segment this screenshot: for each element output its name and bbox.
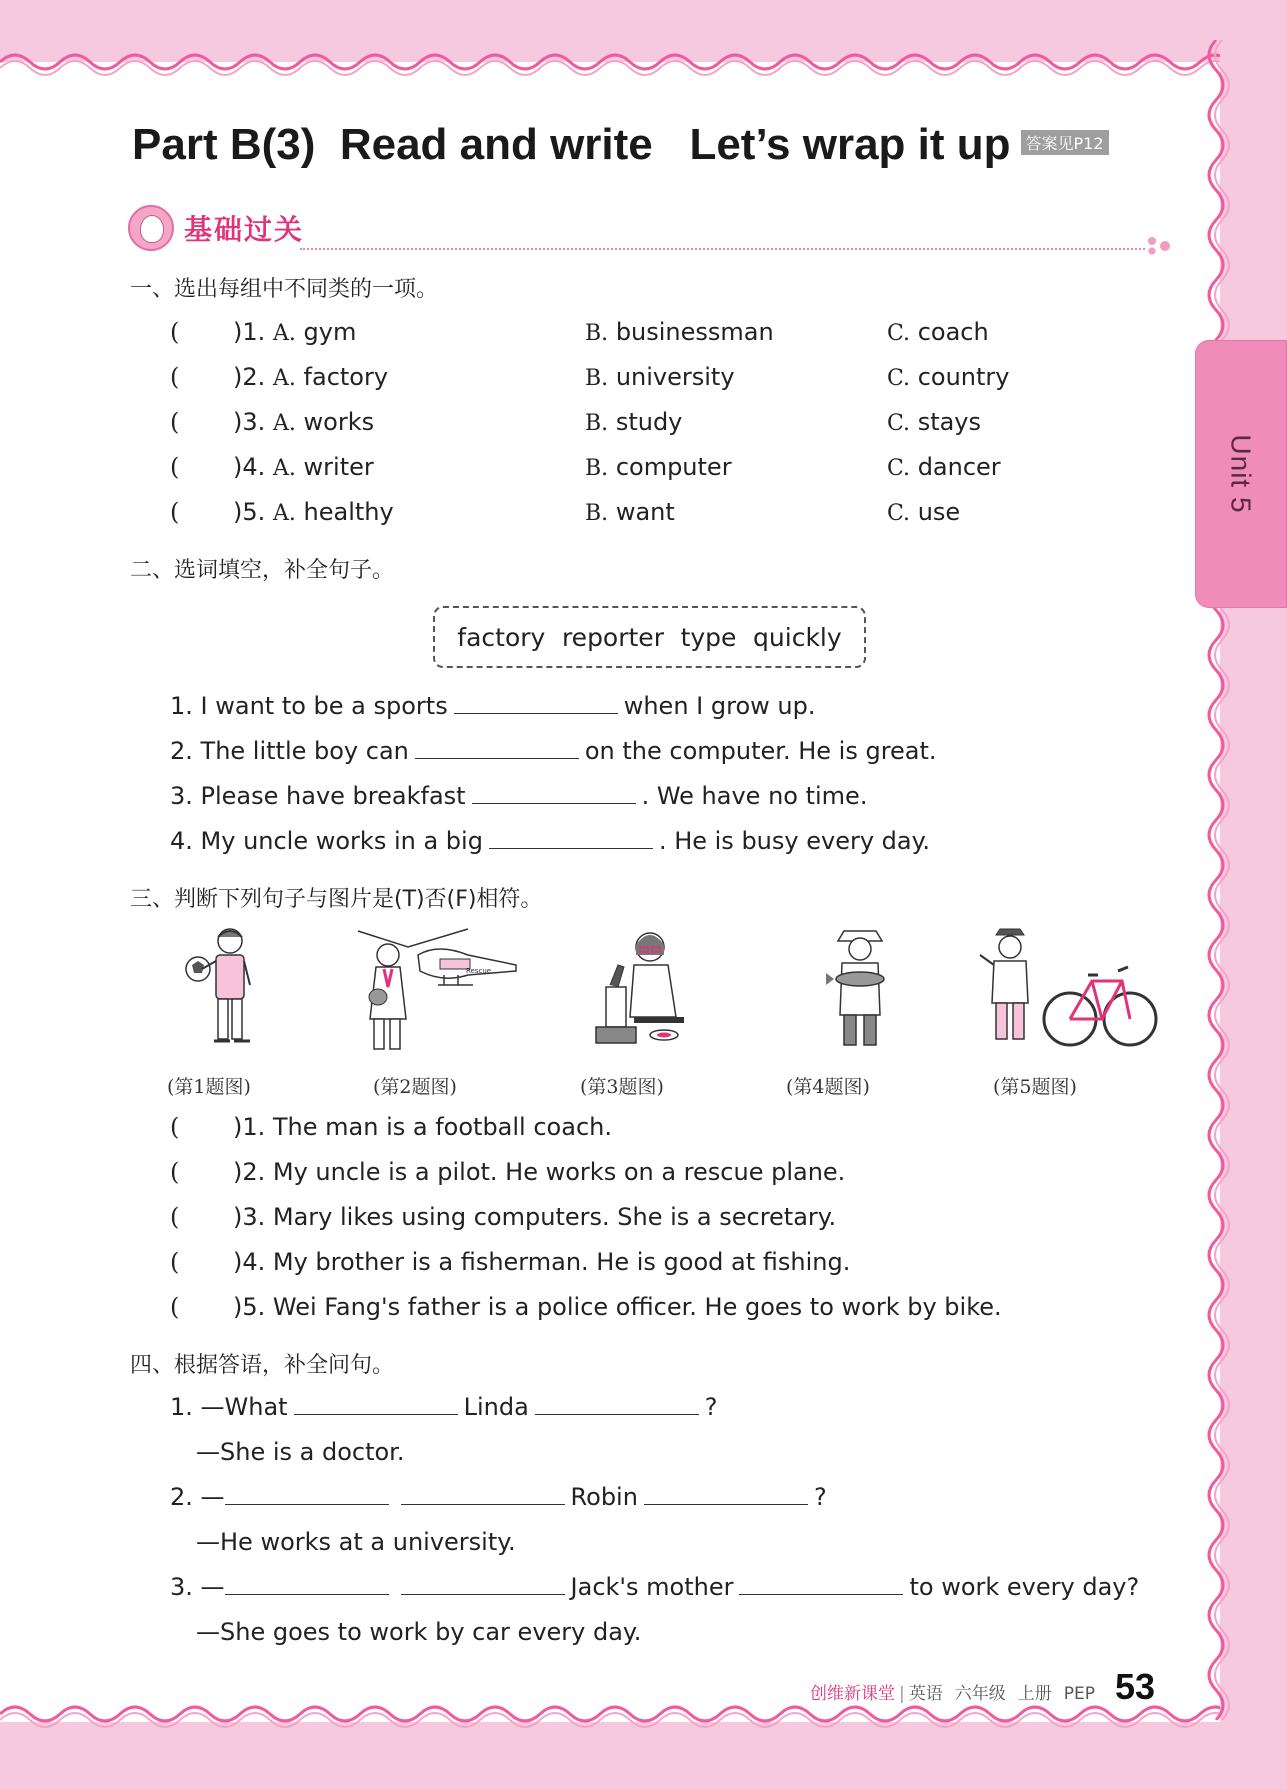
q1-option-c bbox=[887, 318, 989, 346]
section-badge-text: 基础过关 bbox=[184, 213, 305, 246]
question-start: 3. — bbox=[170, 1573, 225, 1601]
q1-number: )2. bbox=[233, 363, 266, 391]
sentence-start: 3. Please have breakfast bbox=[170, 782, 466, 810]
q3-heading: 三、判断下列句子与图片是(T)否(F)相符。 bbox=[130, 887, 543, 912]
football-coach-illustration bbox=[178, 925, 268, 1055]
question-start: 1. —What bbox=[170, 1393, 288, 1421]
q2-sentence bbox=[170, 737, 937, 765]
q1-option-c bbox=[887, 363, 1009, 391]
question-middle: Jack's mother bbox=[570, 1573, 734, 1601]
option-c-text: country bbox=[917, 363, 1010, 391]
option-a-text: works bbox=[303, 408, 375, 436]
answer-reference: 答案见P12 bbox=[1021, 130, 1109, 155]
fill-blank[interactable] bbox=[472, 784, 636, 804]
scientist-microscope-illustration bbox=[590, 925, 690, 1055]
q3-statement: )3. Mary likes using computers. She is a secretary. bbox=[233, 1203, 837, 1231]
title-row bbox=[132, 120, 1109, 180]
option-letter-a: A. bbox=[273, 366, 296, 391]
pilot-rescue-plane-illustration bbox=[348, 925, 523, 1055]
fill-blank[interactable] bbox=[644, 1485, 808, 1505]
option-c-text: use bbox=[917, 498, 961, 526]
question-end: ? bbox=[813, 1483, 827, 1511]
option-letter-c: C. bbox=[887, 321, 911, 346]
option-letter-b: B. bbox=[585, 366, 609, 391]
fill-blank[interactable] bbox=[225, 1485, 389, 1505]
option-letter-a: A. bbox=[273, 456, 296, 481]
option-letter-c: C. bbox=[887, 456, 911, 481]
q1-option-b bbox=[585, 498, 675, 526]
q1-option-a bbox=[273, 498, 394, 526]
option-a-text: gym bbox=[303, 318, 357, 346]
police-officer-bike-illustration bbox=[970, 925, 1160, 1055]
answer-paren[interactable]: ( bbox=[170, 318, 180, 346]
q3-statement: )1. The man is a football coach. bbox=[233, 1113, 612, 1141]
option-b-text: want bbox=[615, 498, 675, 526]
page-number: 53 bbox=[1114, 1666, 1156, 1707]
q1-number: )1. bbox=[233, 318, 266, 346]
q1-option-a bbox=[273, 453, 374, 481]
q1-option-a bbox=[273, 408, 374, 436]
q3-statement: )2. My uncle is a pilot. He works on a rescue plane. bbox=[233, 1158, 846, 1186]
sentence-end: when I grow up. bbox=[623, 692, 816, 720]
q1-number: )3. bbox=[233, 408, 266, 436]
answer-paren[interactable]: ( bbox=[170, 453, 180, 481]
q3-statement: )4. My brother is a fisherman. He is good at fishing. bbox=[233, 1248, 851, 1276]
page-title: Part B(3) Read and write Let’s wrap it up bbox=[132, 120, 1011, 169]
question-middle: Linda bbox=[463, 1393, 529, 1421]
fill-blank[interactable] bbox=[415, 739, 579, 759]
option-b-text: university bbox=[615, 363, 735, 391]
picture-caption: (第4题图) bbox=[786, 1076, 870, 1098]
q2-sentence bbox=[170, 782, 867, 810]
girl-avatar-icon bbox=[128, 205, 174, 251]
question-end: to work every day? bbox=[909, 1573, 1140, 1601]
footer-brand: 创维新课堂 bbox=[810, 1684, 895, 1704]
option-b-text: study bbox=[615, 408, 683, 436]
option-letter-a: A. bbox=[273, 501, 296, 526]
sentence-start: 4. My uncle works in a big bbox=[170, 827, 483, 855]
footer-subject: 英语 bbox=[908, 1684, 943, 1704]
fill-blank[interactable] bbox=[535, 1395, 699, 1415]
fill-blank[interactable] bbox=[225, 1575, 389, 1595]
picture-caption: (第3题图) bbox=[580, 1076, 664, 1098]
question-start: 2. — bbox=[170, 1483, 225, 1511]
q2-sentence bbox=[170, 827, 930, 855]
option-letter-c: C. bbox=[887, 366, 911, 391]
question-middle: Robin bbox=[570, 1483, 638, 1511]
word-bank-item: reporter bbox=[561, 622, 664, 652]
sentence-start: 2. The little boy can bbox=[170, 737, 409, 765]
q2-sentence bbox=[170, 692, 815, 720]
option-letter-a: A. bbox=[273, 321, 296, 346]
answer-paren[interactable]: ( bbox=[170, 1203, 180, 1231]
q4-question bbox=[170, 1393, 718, 1421]
word-bank-item: factory bbox=[457, 622, 546, 652]
option-b-text: computer bbox=[615, 453, 732, 481]
q1-option-c bbox=[887, 498, 960, 526]
option-letter-c: C. bbox=[887, 501, 911, 526]
fill-blank[interactable] bbox=[739, 1575, 903, 1595]
q4-answer: —He works at a university. bbox=[196, 1528, 516, 1556]
word-bank-item: quickly bbox=[753, 622, 842, 652]
q1-option-c bbox=[887, 453, 1001, 481]
option-letter-c: C. bbox=[887, 411, 911, 436]
fill-blank[interactable] bbox=[401, 1575, 565, 1595]
footer-separator: | bbox=[899, 1684, 905, 1704]
q3-statement: )5. Wei Fang's father is a police officer. He goes to work by bike. bbox=[233, 1293, 1002, 1321]
option-letter-a: A. bbox=[273, 411, 296, 436]
footer-edition: PEP bbox=[1063, 1684, 1095, 1704]
picture-caption: (第5题图) bbox=[993, 1076, 1077, 1098]
answer-paren[interactable]: ( bbox=[170, 1293, 180, 1321]
q4-question bbox=[170, 1483, 827, 1511]
option-letter-b: B. bbox=[585, 456, 609, 481]
q4-question bbox=[170, 1573, 1139, 1601]
q1-option-b bbox=[585, 453, 732, 481]
option-letter-b: B. bbox=[585, 411, 609, 436]
plane-label-text: Rescue bbox=[466, 967, 492, 975]
fill-blank[interactable] bbox=[489, 829, 653, 849]
q4-heading: 四、根据答语，补全问句。 bbox=[130, 1353, 395, 1378]
answer-paren[interactable]: ( bbox=[170, 498, 180, 526]
q1-option-b bbox=[585, 408, 682, 436]
page-footer bbox=[810, 1666, 1155, 1708]
footer-grade: 六年级 bbox=[954, 1684, 1006, 1704]
unit-tab-text: Unit 5 bbox=[1226, 434, 1257, 514]
option-letter-b: B. bbox=[585, 501, 609, 526]
q1-option-a bbox=[273, 318, 356, 346]
q4-answer: —She goes to work by car every day. bbox=[196, 1618, 642, 1646]
answer-paren[interactable]: ( bbox=[170, 408, 180, 436]
q2-heading: 二、选词填空，补全句子。 bbox=[130, 558, 395, 583]
q1-option-b bbox=[585, 318, 774, 346]
q4-answer: —She is a doctor. bbox=[196, 1438, 405, 1466]
option-a-text: factory bbox=[303, 363, 389, 391]
answer-paren[interactable]: ( bbox=[170, 1248, 180, 1276]
q1-option-c bbox=[887, 408, 981, 436]
fill-blank[interactable] bbox=[294, 1395, 458, 1415]
q1-heading: 一、选出每组中不同类的一项。 bbox=[130, 277, 439, 302]
picture-caption: (第2题图) bbox=[373, 1076, 457, 1098]
sentence-end: . We have no time. bbox=[641, 782, 868, 810]
q1-option-a bbox=[273, 363, 388, 391]
word-bank bbox=[433, 606, 866, 668]
q1-number: )4. bbox=[233, 453, 266, 481]
answer-paren[interactable]: ( bbox=[170, 363, 180, 391]
fill-blank[interactable] bbox=[401, 1485, 565, 1505]
footer-volume: 上册 bbox=[1017, 1684, 1052, 1704]
fill-blank[interactable] bbox=[454, 694, 618, 714]
sentence-end: on the computer. He is great. bbox=[584, 737, 937, 765]
section-badge bbox=[128, 205, 304, 251]
fisherman-illustration bbox=[820, 925, 900, 1055]
sentence-end: . He is busy every day. bbox=[658, 827, 931, 855]
option-a-text: healthy bbox=[303, 498, 394, 526]
picture-caption: (第1题图) bbox=[167, 1076, 251, 1098]
word-bank-item: type bbox=[680, 622, 737, 652]
section-divider bbox=[300, 248, 1145, 250]
option-c-text: coach bbox=[917, 318, 989, 346]
answer-paren[interactable]: ( bbox=[170, 1158, 180, 1186]
question-end: ? bbox=[704, 1393, 718, 1421]
q1-number: )5. bbox=[233, 498, 266, 526]
answer-paren[interactable]: ( bbox=[170, 1113, 180, 1141]
divider-dots-icon bbox=[1148, 236, 1172, 256]
q1-option-b bbox=[585, 363, 735, 391]
option-c-text: stays bbox=[917, 408, 982, 436]
option-b-text: businessman bbox=[615, 318, 774, 346]
option-letter-b: B. bbox=[585, 321, 609, 346]
sentence-start: 1. I want to be a sports bbox=[170, 692, 448, 720]
option-a-text: writer bbox=[303, 453, 374, 481]
option-c-text: dancer bbox=[917, 453, 1001, 481]
